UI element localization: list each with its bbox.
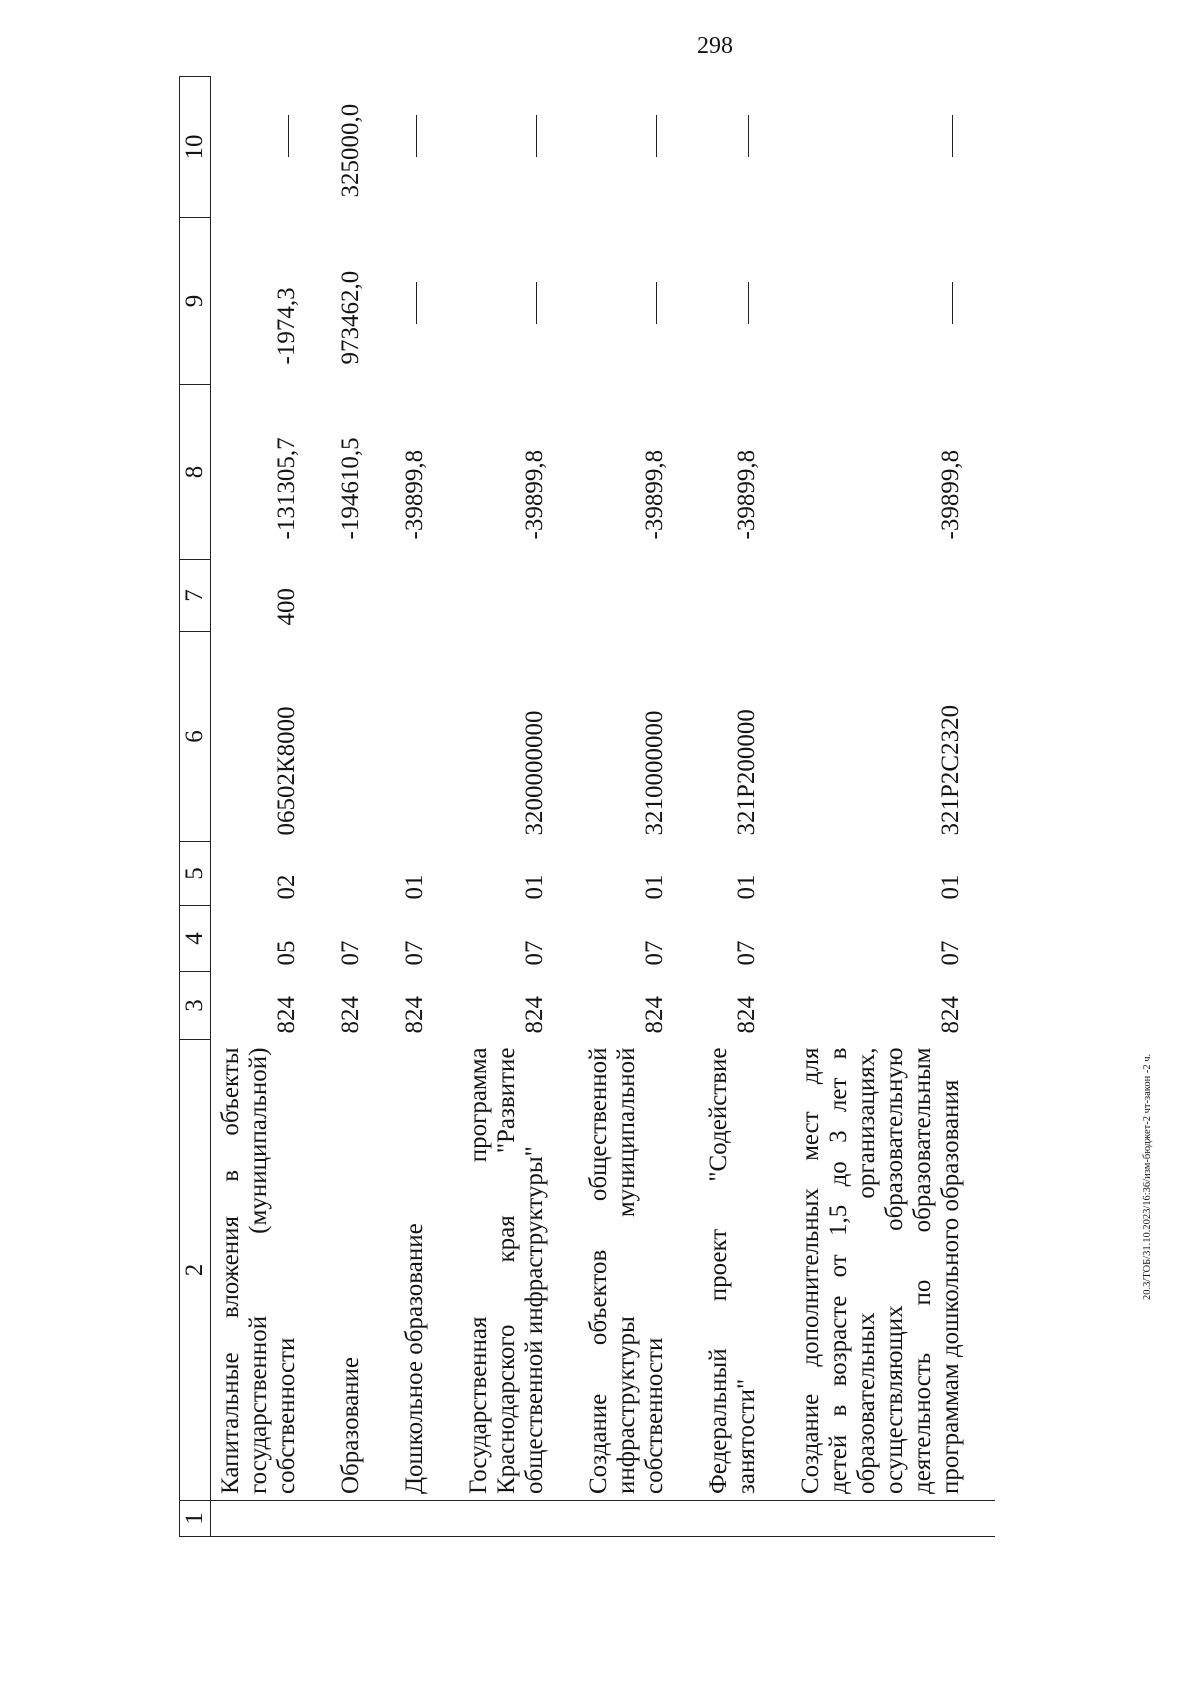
footer-stamp <box>1141 1053 1155 1314</box>
empty-value-dash <box>656 116 657 158</box>
row-col-1-cell <box>331 1501 395 1537</box>
row-c8-cell: -39899,8 <box>521 449 548 540</box>
row-c4-cell: 05 <box>273 940 300 966</box>
header-col-6: 6 <box>180 632 211 842</box>
row-col-1-cell <box>459 1501 579 1537</box>
row-c3-cell: 824 <box>273 996 300 1034</box>
row-c3-cell: 824 <box>521 996 548 1034</box>
row-c8-cell: -39899,8 <box>937 449 964 540</box>
row-c9-cell <box>459 218 579 385</box>
row-c3-cell: 824 <box>337 996 364 1034</box>
header-col-10: 10 <box>180 77 211 218</box>
table-row <box>211 77 332 1537</box>
row-c10-cell: 325000,0 <box>337 103 364 198</box>
row-c5-cell: 01 <box>401 874 428 900</box>
row-c5-cell: 02 <box>273 874 300 900</box>
table-header <box>180 77 211 1537</box>
row-c4-cell: 07 <box>401 940 428 966</box>
header-col-9: 9 <box>180 218 211 385</box>
row-c7-cell <box>579 560 699 632</box>
header-col-7: 7 <box>180 560 211 632</box>
row-c8-cell: -39899,8 <box>733 449 760 540</box>
row-c10-cell <box>459 77 579 218</box>
empty-value-dash <box>952 116 953 158</box>
row-c5-cell: 01 <box>937 874 964 900</box>
row-col-1-cell <box>699 1501 791 1537</box>
row-c8-cell: -39899,8 <box>401 449 428 540</box>
row-c9-cell <box>699 218 791 385</box>
table-row <box>395 77 459 1537</box>
row-c4-cell: 07 <box>337 940 364 966</box>
row-c6-cell: 3210000000 <box>641 710 668 836</box>
empty-value-dash <box>536 116 537 158</box>
table-row <box>579 77 699 1537</box>
row-name-cell: Государственная программа Краснодарского края "Развитие общественной инфраструктуры" <box>465 1047 548 1494</box>
row-c8-cell: -39899,8 <box>641 449 668 540</box>
budget-table <box>179 76 995 1537</box>
row-c7-cell <box>459 560 579 632</box>
row-col-1-cell <box>579 1501 699 1537</box>
rotated-table-container <box>179 77 1079 1537</box>
header-col-5: 5 <box>180 842 211 906</box>
row-col-1-cell <box>791 1501 995 1537</box>
row-c10-cell <box>699 77 791 218</box>
row-c8-cell: -194610,5 <box>337 437 364 540</box>
footer-text: 20.3/ТОБ/31.10.2023/16:36/изм-бюджет-2 чт-закон -2 ч. <box>1142 1053 1153 1300</box>
row-c7-cell <box>791 560 995 632</box>
row-name-cell: Создание дополнительных мест для детей в возрасте от 1,5 до 3 лет в образовательных организациях, осуществляющих образовательную деятельность по образовательным программам дошкольного образования <box>797 1047 964 1494</box>
row-c9-cell: -1974,3 <box>273 287 300 365</box>
row-c10-cell <box>211 77 332 218</box>
empty-value-dash <box>288 116 289 158</box>
row-c7-cell <box>395 560 459 632</box>
row-c10-cell <box>579 77 699 218</box>
row-name-cell: Дошкольное образование <box>401 1223 428 1494</box>
row-c7-cell <box>331 560 395 632</box>
header-col-4: 4 <box>180 906 211 972</box>
empty-value-dash <box>748 283 749 325</box>
row-col-1-cell <box>211 1501 332 1537</box>
empty-value-dash <box>536 283 537 325</box>
row-c5-cell: 01 <box>641 874 668 900</box>
row-c9-cell <box>579 218 699 385</box>
row-c5-cell: 01 <box>733 874 760 900</box>
table-row <box>331 77 395 1537</box>
row-c9-cell <box>791 218 995 385</box>
row-c5-cell: 01 <box>521 874 548 900</box>
table-body <box>211 77 996 1537</box>
row-c3-cell: 824 <box>733 996 760 1034</box>
row-col-1-cell <box>395 1501 459 1537</box>
row-c10-cell <box>791 77 995 218</box>
row-c10-cell <box>395 77 459 218</box>
row-c5-cell <box>331 842 395 906</box>
row-c9-cell: 973462,0 <box>337 270 364 365</box>
row-name-cell: Федеральный проект "Содействие занятости" <box>705 1047 760 1494</box>
row-name-cell: Капитальные вложения в объекты государственной (муниципальной) собственности <box>217 1047 300 1494</box>
header-col-1: 1 <box>180 1501 211 1537</box>
row-c4-cell: 07 <box>733 940 760 966</box>
page-number: 298 <box>697 33 733 59</box>
row-c3-cell: 824 <box>937 996 964 1034</box>
empty-value-dash <box>952 283 953 325</box>
row-c6-cell: 321Р200000 <box>733 709 760 836</box>
header-col-8: 8 <box>180 385 211 560</box>
table-row <box>699 77 791 1537</box>
row-c6-cell: 321Р2С2320 <box>937 704 964 836</box>
row-c7-cell: 400 <box>273 588 300 626</box>
row-c7-cell <box>699 560 791 632</box>
empty-value-dash <box>416 283 417 325</box>
row-c9-cell <box>395 218 459 385</box>
empty-value-dash <box>416 116 417 158</box>
row-c6-cell: 3200000000 <box>521 710 548 836</box>
row-c8-cell: -131305,7 <box>273 437 300 540</box>
row-c6-cell: 06502К8000 <box>273 706 300 836</box>
row-c3-cell: 824 <box>641 996 668 1034</box>
row-c4-cell: 07 <box>937 940 964 966</box>
empty-value-dash <box>748 116 749 158</box>
row-c4-cell: 07 <box>641 940 668 966</box>
row-name-cell: Создание объектов общественной инфраструктуры муниципальной собственности <box>585 1047 668 1494</box>
header-col-2: 2 <box>180 1040 211 1501</box>
row-c3-cell: 824 <box>401 996 428 1034</box>
row-name-cell: Образование <box>337 1356 364 1494</box>
row-c6-cell <box>331 632 395 842</box>
empty-value-dash <box>656 283 657 325</box>
header-col-3: 3 <box>180 972 211 1040</box>
row-c4-cell: 07 <box>521 940 548 966</box>
row-c6-cell <box>395 632 459 842</box>
table-row <box>459 77 579 1537</box>
table-row <box>791 77 995 1537</box>
